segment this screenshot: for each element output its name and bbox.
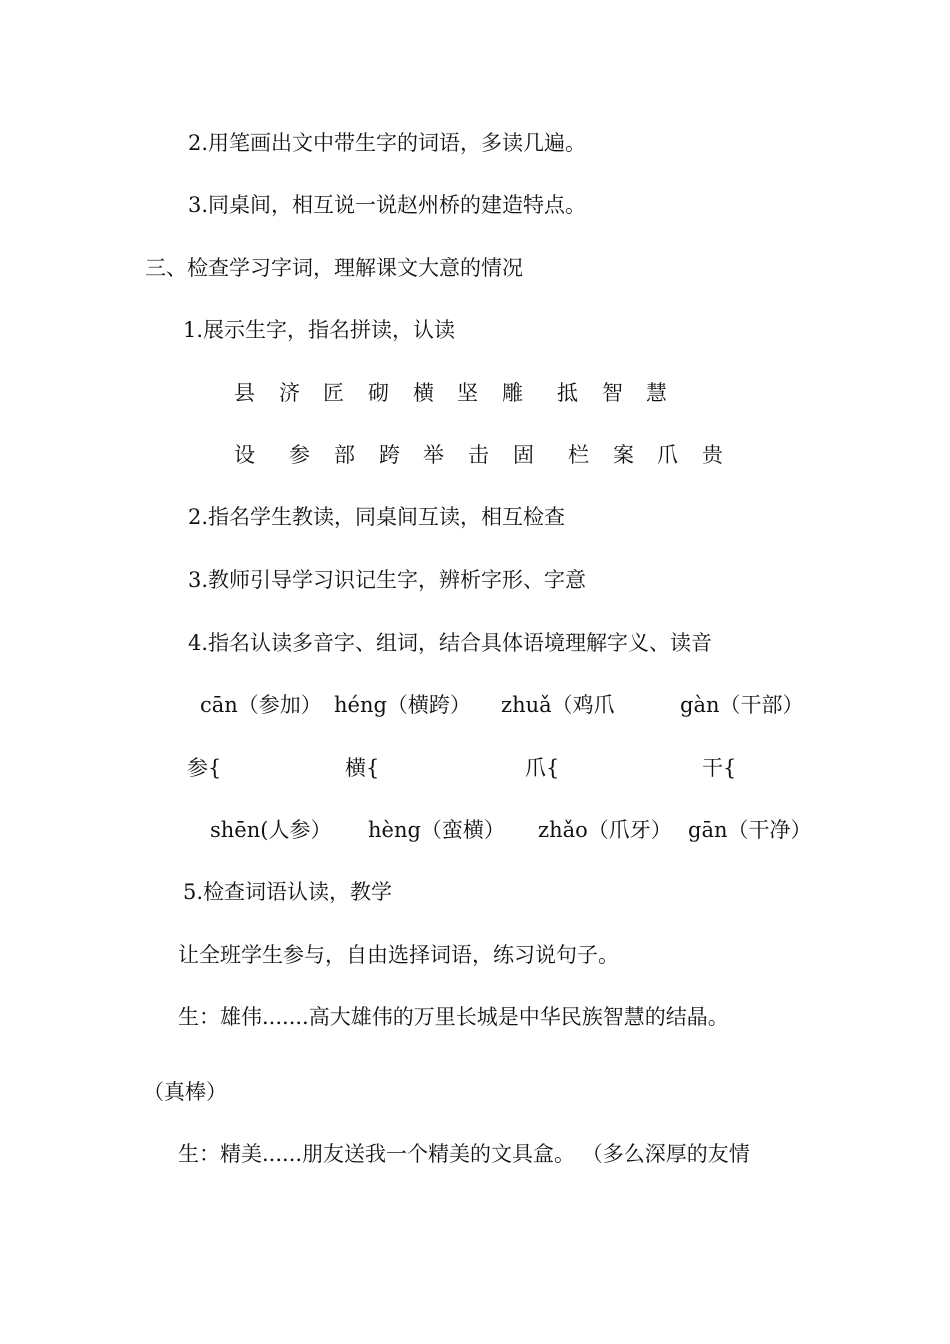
pinyin-top: gàn（干部）	[680, 693, 804, 717]
poly-char: 干{	[702, 756, 737, 780]
pinyin-top: cān（参加）	[200, 693, 322, 717]
step-3b-text: 3.教师引导学习识记生字，辨析字形、字意	[188, 568, 587, 592]
step-2b-text: 2.指名学生教读，同桌间互读，相互检查	[188, 505, 566, 529]
pinyin-bottom: shēn(人参）	[210, 818, 332, 842]
step-4-text: 4.指名认读多音字、组词，结合具体语境理解字义、读音	[188, 631, 713, 655]
char: 击	[468, 443, 489, 467]
char: 贵	[702, 443, 723, 467]
char: 雕	[502, 381, 523, 405]
section-heading: 三、检查学习字词，理解课文大意的情况	[145, 256, 523, 280]
char: 跨	[379, 443, 400, 467]
char: 横	[413, 381, 434, 405]
instruction-text: 让全班学生参与，自由选择词语，练习说句子。	[178, 943, 619, 967]
step-2-text: 2.用笔画出文中带生字的词语，多读几遍。	[188, 131, 587, 155]
pinyin-top: héng（横跨）	[334, 693, 471, 717]
char: 栏	[568, 443, 589, 467]
char: 济	[279, 381, 300, 405]
poly-char: 爪{	[525, 756, 560, 780]
step-1-text: 1.展示生字，指名拼读，认读	[183, 318, 456, 342]
student-answer-2: 生：精美......朋友送我一个精美的文具盒。 （多么深厚的友情	[178, 1142, 750, 1166]
char: 固	[513, 443, 534, 467]
char: 砌	[368, 381, 389, 405]
poly-char: 参{	[187, 756, 222, 780]
student-answer-1: 生：雄伟.......高大雄伟的万里长城是中华民族智慧的结晶。	[178, 1005, 729, 1029]
char: 县	[234, 381, 255, 405]
char: 部	[334, 443, 355, 467]
char: 爪	[657, 443, 678, 467]
pinyin-bottom: hèng（蛮横）	[368, 818, 505, 842]
pinyin-bottom: gān（干净）	[688, 818, 812, 842]
char: 智	[602, 381, 623, 405]
char: 参	[289, 443, 310, 467]
char: 抵	[557, 381, 578, 405]
char: 慧	[646, 381, 667, 405]
teacher-comment-1: （真棒）	[143, 1080, 227, 1104]
char: 匠	[323, 381, 344, 405]
pinyin-bottom: zhǎo（爪牙）	[538, 818, 672, 842]
char: 设	[234, 443, 255, 467]
step-5-text: 5.检查词语认读，教学	[183, 880, 393, 904]
poly-char: 横{	[345, 756, 380, 780]
step-3-text: 3.同桌间，相互说一说赵州桥的建造特点。	[188, 193, 587, 217]
pinyin-top: zhuǎ（鸡爪	[501, 693, 615, 717]
char: 坚	[457, 381, 478, 405]
char: 举	[423, 443, 444, 467]
char: 案	[613, 443, 634, 467]
